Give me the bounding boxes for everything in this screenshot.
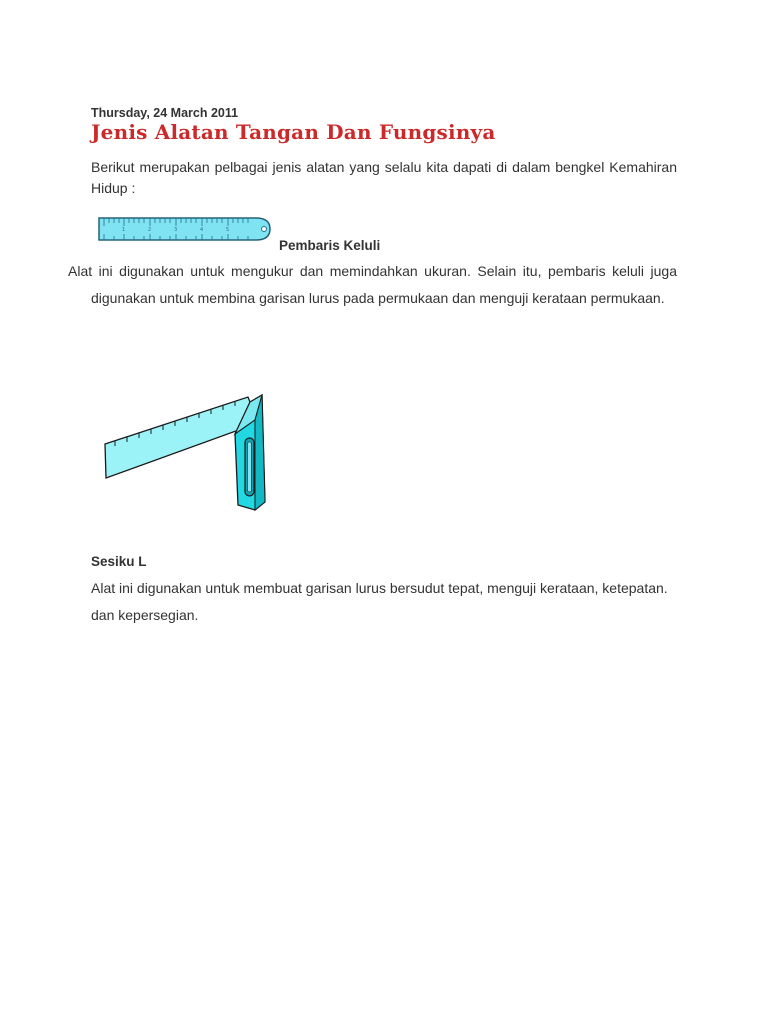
intro-paragraph: Berikut merupakan pelbagai jenis alatan yang selalu kita dapati di dalam bengkel Kemahiran Hidup : — [91, 159, 677, 196]
tool-description-pembaris-keluli: Alat ini digunakan untuk mengukur dan memindahkan ukuran. Selain itu, pembaris keluli juga digunakan untuk membina garisan lurus pada permukaan dan menguji kerataan permukaan. — [68, 263, 677, 306]
ruler-number: 2 — [148, 227, 152, 233]
ruler-number: 1 — [122, 227, 126, 233]
ruler-number: 5 — [226, 227, 230, 233]
ruler-number: 3 — [174, 227, 178, 233]
try-square-icon — [100, 390, 275, 520]
ruler-number: 4 — [200, 227, 204, 233]
tool-heading-pembaris-keluli: Pembaris Keluli — [279, 238, 381, 253]
tool-description-sesiku-l: Alat ini digunakan untuk membuat garisan lurus bersudut tepat, menguji kerataan, ketepatan. dan kepersegian. — [91, 580, 668, 623]
steel-ruler-icon — [96, 214, 274, 249]
post-title[interactable]: Jenis Alatan Tangan Dan Fungsinya — [91, 120, 496, 144]
tool-heading-sesiku-l: Sesiku L — [91, 554, 147, 569]
post-date: Thursday, 24 March 2011 — [91, 106, 239, 120]
